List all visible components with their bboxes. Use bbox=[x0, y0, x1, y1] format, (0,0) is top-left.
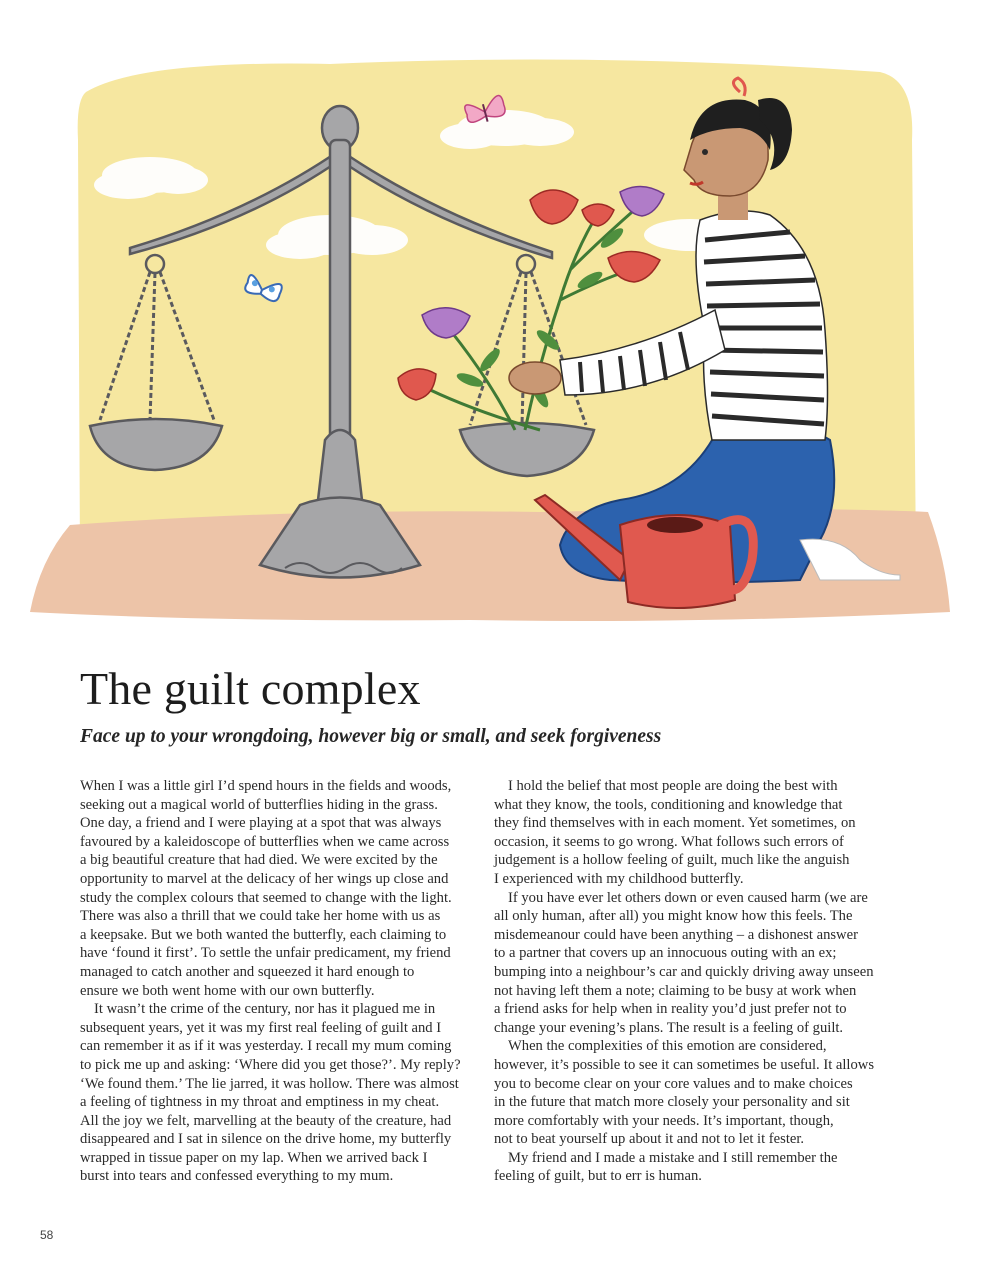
text-line: When I was a little girl I’d spend hours in the fields and woods, bbox=[80, 778, 452, 794]
paragraph bbox=[494, 1149, 914, 1186]
text-line: managed to catch another and squeezed it hard enough to bbox=[80, 963, 415, 980]
text-line: to a partner that covers up an innocuous outing with an ex; bbox=[494, 945, 837, 962]
text-line: not having left them a note; claiming to be busy at work when bbox=[494, 982, 857, 999]
body-column-left bbox=[80, 777, 480, 1186]
text-line: you to become clear on your core values and to make choices bbox=[494, 1075, 853, 1092]
text-line: change your evening’s plans. The result is a feeling of guilt. bbox=[494, 1019, 844, 1036]
text-line: I experienced with my childhood butterfly. bbox=[494, 870, 744, 887]
text-line: burst into tears and confessed everything to my mum. bbox=[80, 1168, 394, 1185]
text-line: a keepsake. But we both wanted the butterfly, each claiming to bbox=[80, 926, 447, 943]
text-line: not to beat yourself up about it and not to let it fester. bbox=[494, 1131, 805, 1148]
page-number: 58 bbox=[40, 1228, 54, 1242]
text-line: It wasn’t the crime of the century, nor has it plagued me in bbox=[94, 1001, 436, 1018]
text-line: ‘We found them.’ The lie jarred, it was hollow. There was almost bbox=[80, 1075, 459, 1092]
text-line: all only human, after all) you might know how this feels. The bbox=[494, 908, 853, 925]
text-line: ensure we both went home with our own butterfly. bbox=[80, 982, 375, 999]
text-line: My friend and I made a mistake and I still remember the bbox=[508, 1149, 838, 1166]
article-subtitle: Face up to your wrongdoing, however big or small, and seek forgiveness bbox=[80, 726, 662, 747]
paragraph bbox=[494, 1037, 914, 1149]
text-line: however, it’s possible to see it can sometimes be useful. It allows bbox=[494, 1056, 874, 1073]
text-line: a friend asks for help when in reality you’d just prefer not to bbox=[494, 1001, 847, 1018]
body-column-right bbox=[494, 777, 914, 1186]
text-line: a big beautiful creature that had died. We were excited by the bbox=[80, 852, 438, 869]
paragraph bbox=[80, 1000, 480, 1186]
text-line: One day, a friend and I were playing at a spot that was always bbox=[80, 815, 442, 832]
text-line: All the joy we felt, marvelling at the beauty of the creature, had bbox=[80, 1112, 452, 1129]
text-line: a feeling of tightness in my throat and emptiness in my cheat. bbox=[80, 1094, 440, 1111]
text-line: to pick me up and asking: ‘Where did you get those?’. My reply? bbox=[80, 1056, 461, 1073]
text-line: can remember it as if it was yesterday. I recall my mum coming bbox=[80, 1038, 452, 1055]
text-line: in the future that match more closely your personality and sit bbox=[494, 1094, 850, 1111]
text-line: bumping into a neighbour’s car and quickly driving away unseen bbox=[494, 963, 874, 980]
text-line: misdemeanour could have been anything – a dishonest answer bbox=[494, 926, 858, 943]
text-line: wrapped in tissue paper on my lap. When we arrived back I bbox=[80, 1149, 428, 1166]
text-line: they find themselves with in each moment. Yet sometimes, on bbox=[494, 815, 856, 832]
text-line: study the complex colours that seemed to change with the light. bbox=[80, 889, 452, 906]
paragraph bbox=[80, 777, 480, 1000]
text-line: There was also a thrill that we could take her home with us as bbox=[80, 908, 441, 925]
text-line: what they know, the tools, conditioning and knowledge that bbox=[494, 796, 843, 813]
text-line: When the complexities of this emotion are considered, bbox=[508, 1038, 827, 1055]
text-line: seeking out a magical world of butterflies hiding in the grass. bbox=[80, 796, 438, 813]
text-line: subsequent years, yet it was my first real feeling of guilt and I bbox=[80, 1019, 442, 1036]
text-line: disappeared and I sat in silence on the drive home, my butterfly bbox=[80, 1131, 452, 1148]
text-line: occasion, it seems to go wrong. What follows such errors of bbox=[494, 833, 844, 850]
text-line: If you have ever let others down or even caused harm (we are bbox=[508, 889, 868, 906]
text-line: have ‘found it first’. To settle the unfair predicament, my friend bbox=[80, 945, 451, 962]
text-line: more comfortably with your needs. It’s important, though, bbox=[494, 1112, 834, 1129]
text-line: feeling of guilt, but to err is human. bbox=[494, 1168, 702, 1185]
paragraph bbox=[494, 777, 914, 889]
text-line: I hold the belief that most people are doing the best with bbox=[508, 778, 838, 794]
article-title: The guilt complex bbox=[80, 663, 421, 714]
text-line: opportunity to marvel at the delicacy of her wings up close and bbox=[80, 870, 449, 887]
text-line: judgement is a hollow feeling of guilt, much like the anguish bbox=[494, 852, 850, 869]
paragraph bbox=[494, 889, 914, 1038]
text-line: favoured by a kaleidoscope of butterflies when we came across bbox=[80, 833, 450, 850]
